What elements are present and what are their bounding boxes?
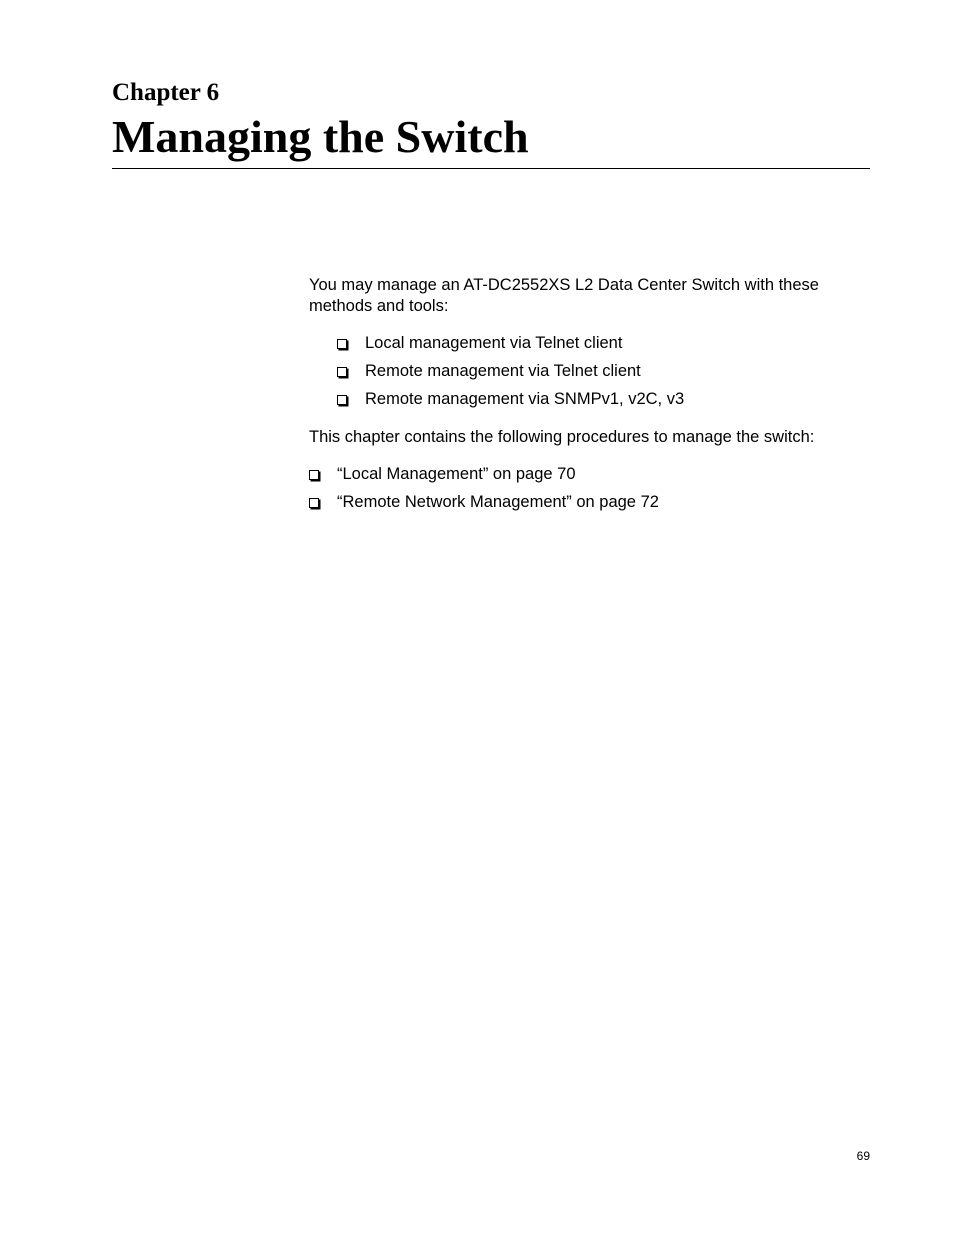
page-number: 69 [856, 1149, 870, 1163]
checkbox-square-icon [309, 498, 319, 508]
intro-paragraph: You may manage an AT-DC2552XS L2 Data Center Switch with these methods and tools: [309, 276, 819, 315]
chapter-label: Chapter 6 [112, 79, 220, 106]
procedures-paragraph: This chapter contains the following procedures to manage the switch: [309, 428, 815, 446]
procedure-link-remote-network-management[interactable]: “Remote Network Management” on page 72 [337, 493, 659, 511]
checkbox-square-icon [337, 395, 347, 405]
checkbox-square-icon [337, 339, 347, 349]
list-item-text: Local management via Telnet client [365, 334, 623, 352]
checkbox-square-icon [309, 470, 319, 480]
chapter-title: Managing the Switch [112, 111, 529, 162]
list-item-text: Remote management via SNMPv1, v2C, v3 [365, 390, 685, 408]
checkbox-square-icon [337, 367, 347, 377]
procedure-link-local-management[interactable]: “Local Management” on page 70 [337, 465, 576, 483]
list-item-text: Remote management via Telnet client [365, 362, 641, 380]
title-rule [112, 168, 870, 169]
